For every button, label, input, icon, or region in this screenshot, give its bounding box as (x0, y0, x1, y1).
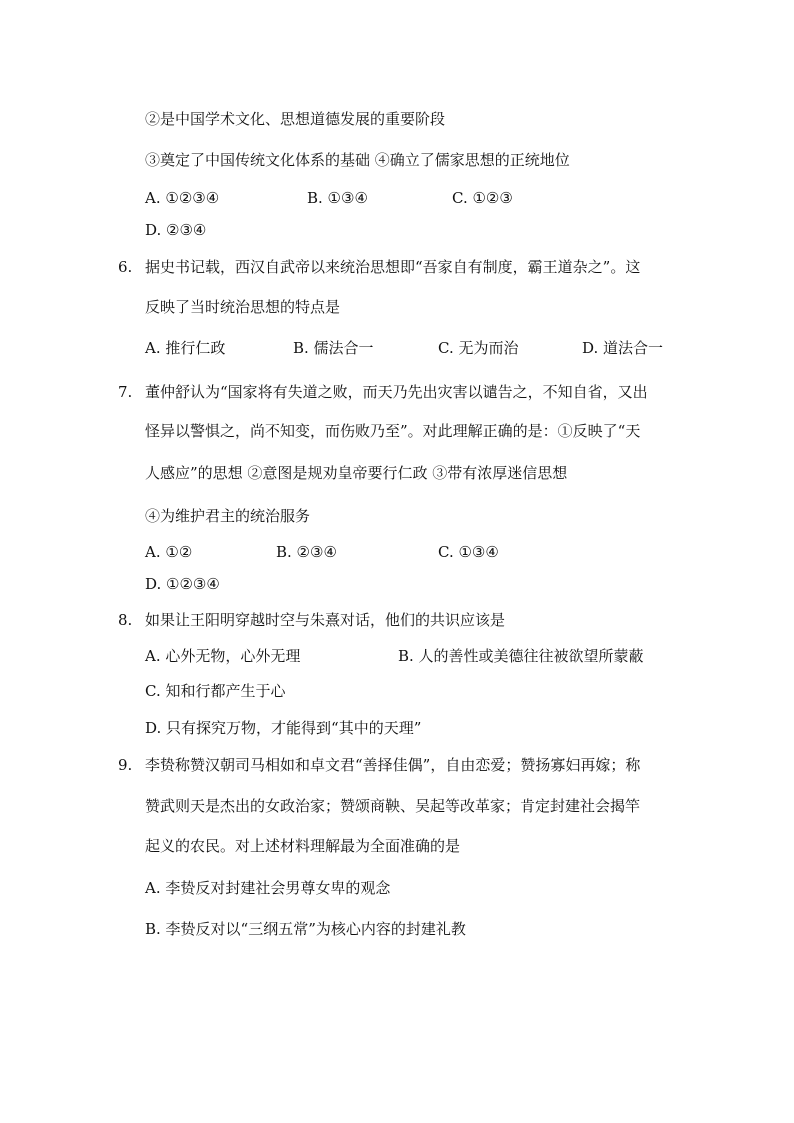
q9-stem-line-3: 起义的农民。对上述材料理解最为全面准确的是 (145, 837, 461, 855)
q9-number: 9. (118, 756, 133, 774)
q5-option-d: D. ②③④ (145, 221, 207, 239)
q8-option-c: C. 知和行都产生于心 (145, 682, 286, 700)
q6-stem-line-2: 反映了当时统治思想的特点是 (145, 298, 341, 316)
q7-stem-line-3: 人感应”的思想 ②意图是规劝皇帝要行仁政 ③带有浓厚迷信思想 (145, 464, 568, 482)
q9-stem-line-1: 李贽称赞汉朝司马相如和卓文君“善择佳偶”，自由恋爱；赞扬寡妇再嫁；称 (145, 756, 641, 774)
q6-number: 6. (118, 258, 133, 276)
q6-stem-line-1: 据史书记载，西汉自武帝以来统治思想即“吾家自有制度，霸王道杂之”。这 (145, 258, 641, 276)
q6-option-b: B. 儒法合一 (293, 339, 374, 357)
q6-option-d: D. 道法合一 (582, 339, 664, 357)
q7-stem-line-2: 怪异以警惧之，尚不知变，而伤败乃至”。对此理解正确的是：①反映了“天 (145, 422, 641, 440)
q7-number: 7. (118, 383, 133, 401)
q9-stem-line-2: 赞武则天是杰出的女政治家；赞颂商鞅、吴起等改革家；肯定封建社会揭竿 (145, 797, 641, 815)
q7-option-b: B. ②③④ (276, 543, 337, 561)
q7-option-c: C. ①③④ (438, 543, 499, 561)
q8-option-d: D. 只有探究万物，才能得到“其中的天理” (145, 719, 422, 737)
q8-stem: 如果让王阳明穿越时空与朱熹对话，他们的共识应该是 (145, 611, 506, 629)
q7-stem-line-1: 董仲舒认为“国家将有失道之败，而天乃先出灾害以谴告之，不知自省，又出 (145, 383, 648, 401)
q5-option-a: A. ①②③④ (145, 189, 220, 207)
q7-option-a: A. ①② (145, 543, 193, 561)
q9-option-b: B. 李贽反对以“三纲五常”为核心内容的封建礼教 (145, 920, 466, 938)
q5-option-b: B. ①③④ (307, 189, 368, 207)
q7-option-d: D. ①②③④ (145, 575, 220, 593)
q6-option-c: C. 无为而治 (438, 339, 519, 357)
q6-option-a: A. 推行仁政 (145, 339, 226, 357)
q8-option-a: A. 心外无物，心外无理 (145, 647, 301, 665)
q7-stem-line-4: ④为维护君主的统治服务 (145, 507, 311, 525)
q8-number: 8. (118, 611, 133, 629)
q5-statement-3-4: ③奠定了中国传统文化体系的基础 ④确立了儒家思想的正统地位 (145, 151, 570, 169)
q8-option-b: B. 人的善性或美德往往被欲望所蒙蔽 (398, 647, 644, 665)
q5-statement-2: ②是中国学术文化、思想道德发展的重要阶段 (145, 110, 446, 128)
q5-option-c: C. ①②③ (452, 189, 513, 207)
q9-option-a: A. 李贽反对封建社会男尊女卑的观念 (145, 879, 391, 897)
